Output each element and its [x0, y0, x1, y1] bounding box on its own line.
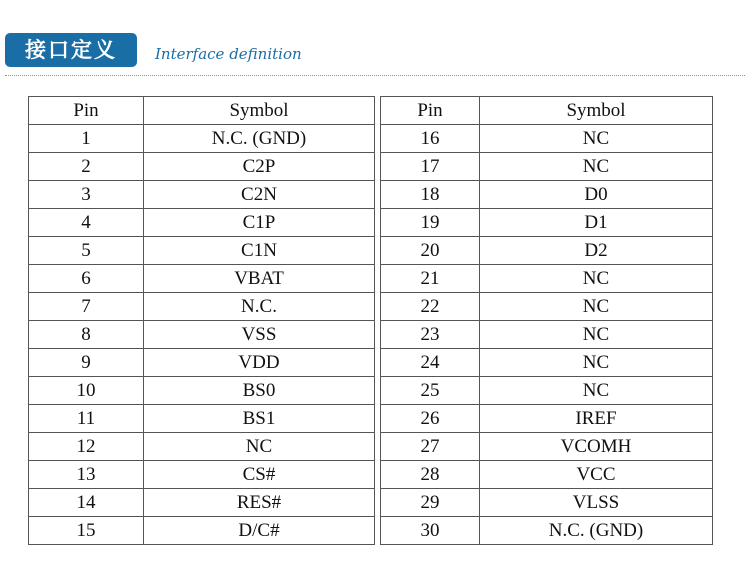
- pin-symbol-cell: VCOMH: [480, 433, 713, 461]
- table-row: [381, 377, 713, 405]
- section-subtitle: Interface definition: [155, 45, 302, 63]
- pin-number-cell: 14: [29, 489, 144, 517]
- table-row: [29, 265, 375, 293]
- table-row: [29, 125, 375, 153]
- pin-number-cell: 10: [29, 377, 144, 405]
- pin-column-header: Pin: [29, 97, 144, 125]
- pin-number-cell: 23: [381, 321, 480, 349]
- table-row: [381, 293, 713, 321]
- pin-number-cell: 7: [29, 293, 144, 321]
- table-row: [29, 433, 375, 461]
- table-row: [29, 237, 375, 265]
- table-row: [29, 209, 375, 237]
- table-row: [381, 461, 713, 489]
- pin-symbol-cell: NC: [480, 377, 713, 405]
- pin-symbol-cell: D2: [480, 237, 713, 265]
- pin-symbol-cell: D/C#: [144, 517, 375, 545]
- pin-number-cell: 16: [381, 125, 480, 153]
- table-row: [29, 293, 375, 321]
- pin-symbol-cell: VSS: [144, 321, 375, 349]
- pin-number-cell: 11: [29, 405, 144, 433]
- pin-symbol-cell: IREF: [480, 405, 713, 433]
- pin-number-cell: 5: [29, 237, 144, 265]
- table-row: [381, 489, 713, 517]
- pin-symbol-cell: N.C. (GND): [480, 517, 713, 545]
- table-row: [381, 433, 713, 461]
- pin-symbol-cell: N.C. (GND): [144, 125, 375, 153]
- table-row: [381, 237, 713, 265]
- table-row: [29, 321, 375, 349]
- table-header-row: [381, 97, 713, 125]
- pin-symbol-cell: NC: [480, 321, 713, 349]
- table-row: [29, 377, 375, 405]
- pin-number-cell: 15: [29, 517, 144, 545]
- table-row: [381, 517, 713, 545]
- table-row: [381, 265, 713, 293]
- pin-number-cell: 26: [381, 405, 480, 433]
- pin-symbol-cell: VCC: [480, 461, 713, 489]
- pin-number-cell: 25: [381, 377, 480, 405]
- pin-number-cell: 29: [381, 489, 480, 517]
- table-row: [381, 181, 713, 209]
- pin-number-cell: 27: [381, 433, 480, 461]
- table-row: [381, 349, 713, 377]
- pin-number-cell: 28: [381, 461, 480, 489]
- table-row: [381, 321, 713, 349]
- pin-symbol-cell: VLSS: [480, 489, 713, 517]
- pin-number-cell: 18: [381, 181, 480, 209]
- pin-symbol-cell: NC: [144, 433, 375, 461]
- table-row: [29, 405, 375, 433]
- pin-table-left: [28, 96, 375, 545]
- pin-symbol-cell: C1P: [144, 209, 375, 237]
- pin-number-cell: 1: [29, 125, 144, 153]
- symbol-column-header: Symbol: [480, 97, 713, 125]
- pin-symbol-cell: CS#: [144, 461, 375, 489]
- table-row: [29, 181, 375, 209]
- pin-number-cell: 12: [29, 433, 144, 461]
- pin-symbol-cell: NC: [480, 349, 713, 377]
- pin-symbol-cell: D0: [480, 181, 713, 209]
- pin-symbol-cell: VDD: [144, 349, 375, 377]
- pin-symbol-cell: VBAT: [144, 265, 375, 293]
- pin-number-cell: 2: [29, 153, 144, 181]
- pin-symbol-cell: NC: [480, 125, 713, 153]
- table-header-row: [29, 97, 375, 125]
- table-row: [29, 349, 375, 377]
- pin-symbol-cell: RES#: [144, 489, 375, 517]
- pin-number-cell: 22: [381, 293, 480, 321]
- section-title-badge: 接口定义: [5, 33, 137, 67]
- pin-symbol-cell: C2P: [144, 153, 375, 181]
- pin-number-cell: 20: [381, 237, 480, 265]
- pin-number-cell: 6: [29, 265, 144, 293]
- table-row: [29, 517, 375, 545]
- table-row: [381, 209, 713, 237]
- table-row: [29, 461, 375, 489]
- section-header: [5, 33, 745, 78]
- table-row: [381, 405, 713, 433]
- table-row: [29, 489, 375, 517]
- pin-symbol-cell: NC: [480, 265, 713, 293]
- pin-number-cell: 19: [381, 209, 480, 237]
- table-row: [381, 125, 713, 153]
- pin-number-cell: 8: [29, 321, 144, 349]
- pin-symbol-cell: NC: [480, 293, 713, 321]
- header-divider: [5, 75, 745, 76]
- pin-symbol-cell: BS1: [144, 405, 375, 433]
- pin-symbol-cell: BS0: [144, 377, 375, 405]
- pin-symbol-cell: D1: [480, 209, 713, 237]
- pin-number-cell: 21: [381, 265, 480, 293]
- table-row: [29, 153, 375, 181]
- pin-column-header: Pin: [381, 97, 480, 125]
- pin-symbol-cell: C1N: [144, 237, 375, 265]
- pin-number-cell: 3: [29, 181, 144, 209]
- pin-number-cell: 13: [29, 461, 144, 489]
- pin-number-cell: 9: [29, 349, 144, 377]
- pin-number-cell: 24: [381, 349, 480, 377]
- pin-symbol-cell: N.C.: [144, 293, 375, 321]
- pin-number-cell: 4: [29, 209, 144, 237]
- pin-number-cell: 17: [381, 153, 480, 181]
- pin-table-right: [380, 96, 713, 545]
- symbol-column-header: Symbol: [144, 97, 375, 125]
- pin-symbol-cell: NC: [480, 153, 713, 181]
- pin-number-cell: 30: [381, 517, 480, 545]
- pin-symbol-cell: C2N: [144, 181, 375, 209]
- table-row: [381, 153, 713, 181]
